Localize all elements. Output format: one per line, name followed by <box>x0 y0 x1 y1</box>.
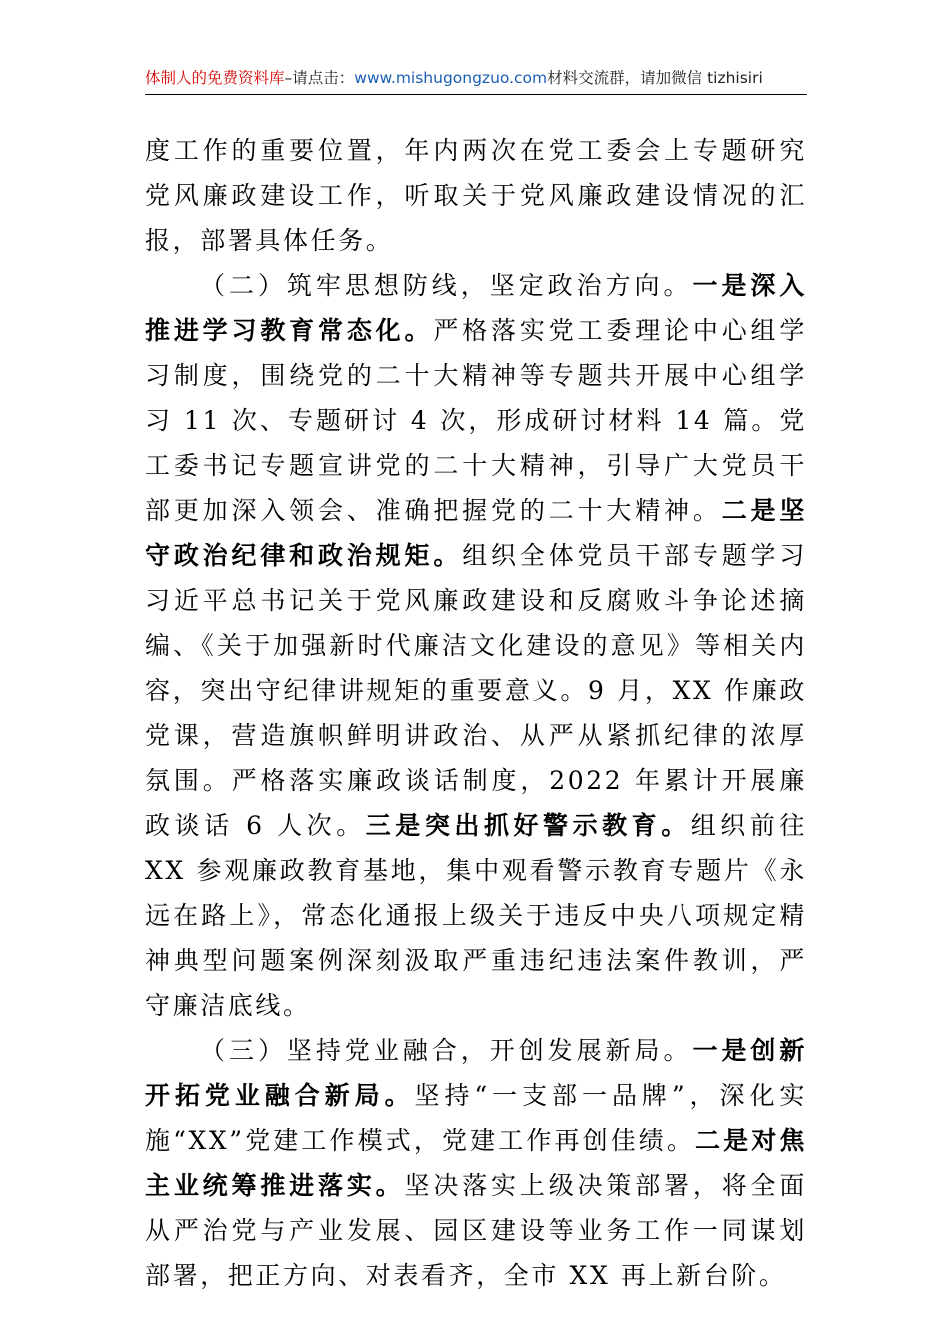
bold-point-2: 二是坚守政治纪律和政治规矩。 <box>145 496 807 570</box>
bold-point-1: 一是创新开拓党业融合新局。 <box>145 1036 807 1110</box>
text-segment: 严格落实党工委理论中心组学习制度，围绕党的二十大精神等专题共开展中心组学习 11 次、专题研讨 4 次，形成研讨材料 14 篇。党工委书记专题宣讲党的二十大精神，引导广大党员干部更加深入领会、准确把握党的二十大精神。 <box>145 316 807 525</box>
text-segment: 度工作的重要位置，年内两次在党工委会上专题研究党风廉政建设工作，听取关于党风廉政建设情况的汇报，部署具体任务。 <box>145 136 807 255</box>
header-url-link[interactable]: www.mishugongzuo.com <box>354 69 548 87</box>
header-divider <box>145 94 807 95</box>
section-heading: （二）筑牢思想防线，坚定政治方向。 <box>200 271 693 300</box>
bold-point-3: 三是突出抓好警示教育。 <box>365 811 691 840</box>
paragraph-section-3 <box>145 1028 807 1298</box>
bold-point-1: 一是深入推进学习教育常态化。 <box>145 271 807 345</box>
document-body <box>145 128 807 1298</box>
header-separator: –请点击： <box>284 69 355 87</box>
paragraph-continuation <box>145 128 807 263</box>
header-tail: 材料交流群，请加微信 tizhisiri <box>547 69 763 87</box>
header-brand: 体制人的免费资料库 <box>145 69 285 87</box>
paragraph-section-2 <box>145 263 807 1028</box>
section-heading: （三）坚持党业融合，开创发展新局。 <box>200 1036 693 1065</box>
page-header <box>145 66 807 94</box>
text-segment: 组织全体党员干部专题学习习近平总书记关于党风廉政建设和反腐败斗争论述摘编、《关于加强新时代廉洁文化建设的意见》等相关内容，突出守纪律讲规矩的重要意义。9 月，XX 作廉政党课，营造旗帜鲜明讲政治、从严从紧抓纪律的浓厚氛围。严格落实廉政谈话制度，2022 年累计开展廉政谈话 6 人次。 <box>145 541 807 840</box>
bold-point-2: 二是对焦主业统筹推进落实。 <box>145 1126 807 1200</box>
text-segment: 组织前往 XX 参观廉政教育基地，集中观看警示教育专题片《永远在路上》，常态化通报上级关于违反中央八项规定精神典型问题案例深刻汲取严重违纪违法案件教训，严守廉洁底线。 <box>145 811 807 1020</box>
text-segment: 坚持“一支部一品牌”，深化实施“XX”党建工作模式，党建工作再创佳绩。 <box>145 1081 807 1155</box>
text-segment: 坚决落实上级决策部署，将全面从严治党与产业发展、园区建设等业务工作一同谋划部署，把正方向、对表看齐，全市 XX 再上新台阶。 <box>145 1171 807 1290</box>
